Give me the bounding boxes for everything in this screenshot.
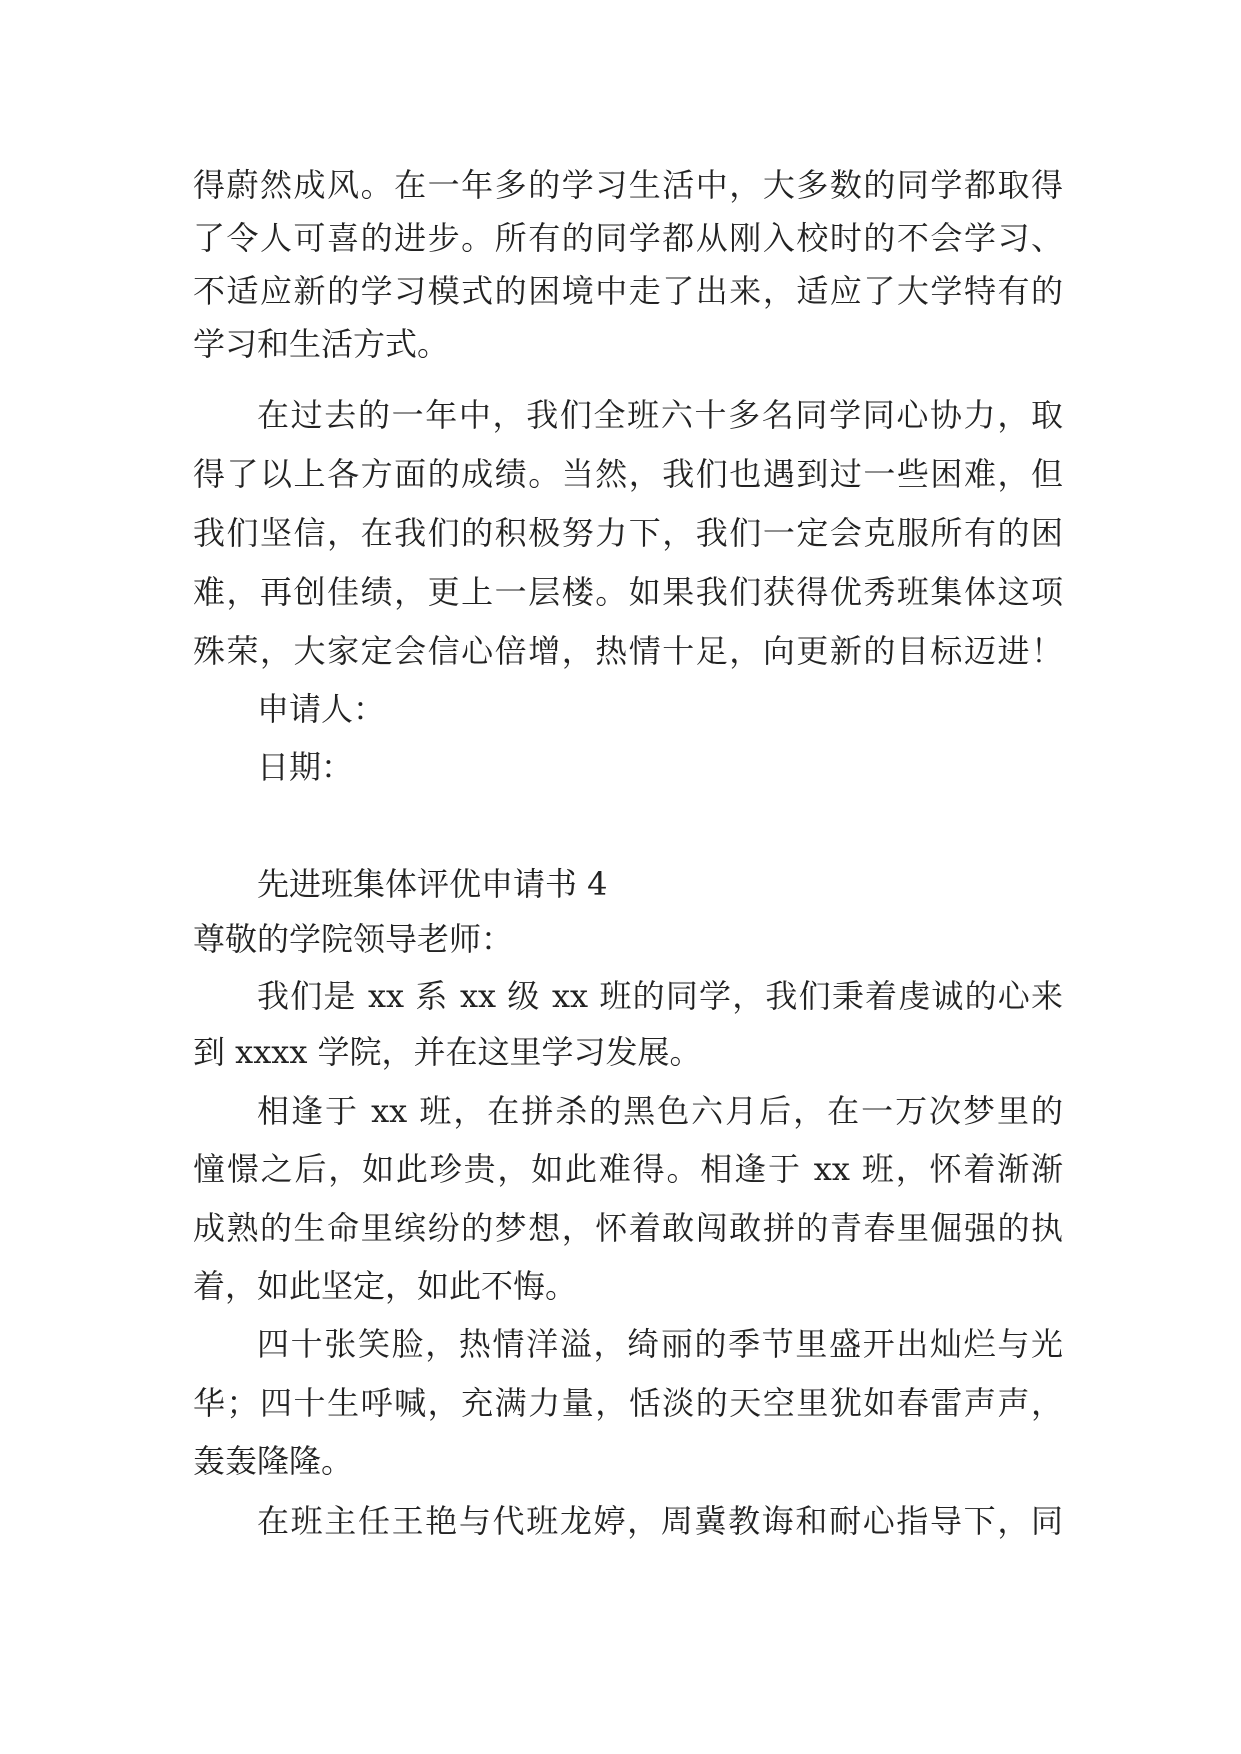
date-label: 日期： <box>257 748 354 786</box>
paragraph-line: 四十张笑脸，热情洋溢，绮丽的季节里盛开出灿烂与光 <box>257 1325 1063 1363</box>
paragraph-line: 在班主任王艳与代班龙婷，周冀教诲和耐心指导下，同 <box>257 1502 1063 1540</box>
paragraph-line: 了令人可喜的进步。所有的同学都从刚入校时的不会学习、 <box>193 219 1063 257</box>
paragraph-line: 成熟的生命里缤纷的梦想，怀着敢闯敢拼的青春里倔强的执 <box>193 1209 1063 1247</box>
paragraph-line: 得了以上各方面的成绩。当然，我们也遇到过一些困难，但 <box>193 455 1063 493</box>
paragraph-line: 得蔚然成风。在一年多的学习生活中，大多数的同学都取得 <box>193 166 1063 204</box>
paragraph-line: 着，如此坚定，如此不悔。 <box>193 1267 578 1305</box>
section-title: 先进班集体评优申请书 4 <box>257 865 608 903</box>
paragraph-line: 学习和生活方式。 <box>193 325 450 363</box>
salutation: 尊敬的学院领导老师： <box>193 920 514 958</box>
applicant-label: 申请人： <box>257 690 386 728</box>
paragraph-line: 我们坚信，在我们的积极努力下，我们一定会克服所有的困 <box>193 514 1063 552</box>
paragraph-line: 到 xxxx 学院，并在这里学习发展。 <box>193 1033 702 1071</box>
paragraph-line: 不适应新的学习模式的困境中走了出来，适应了大学特有的 <box>193 272 1063 310</box>
paragraph-line: 我们是 xx 系 xx 级 xx 班的同学，我们秉着虔诚的心来 <box>257 977 1063 1015</box>
paragraph-line: 相逢于 xx 班，在拼杀的黑色六月后，在一万次梦里的 <box>257 1092 1063 1130</box>
paragraph-line: 憧憬之后，如此珍贵，如此难得。相逢于 xx 班，怀着渐渐 <box>193 1150 1063 1188</box>
paragraph-line: 轰轰隆隆。 <box>193 1442 354 1480</box>
paragraph-line: 华；四十生呼喊，充满力量，恬淡的天空里犹如春雷声声， <box>193 1384 1063 1422</box>
paragraph-line: 难，再创佳绩，更上一层楼。如果我们获得优秀班集体这项 <box>193 573 1063 611</box>
paragraph-line: 在过去的一年中，我们全班六十多名同学同心协力，取 <box>257 396 1063 434</box>
paragraph-line: 殊荣，大家定会信心倍增，热情十足，向更新的目标迈进！ <box>193 632 1063 670</box>
